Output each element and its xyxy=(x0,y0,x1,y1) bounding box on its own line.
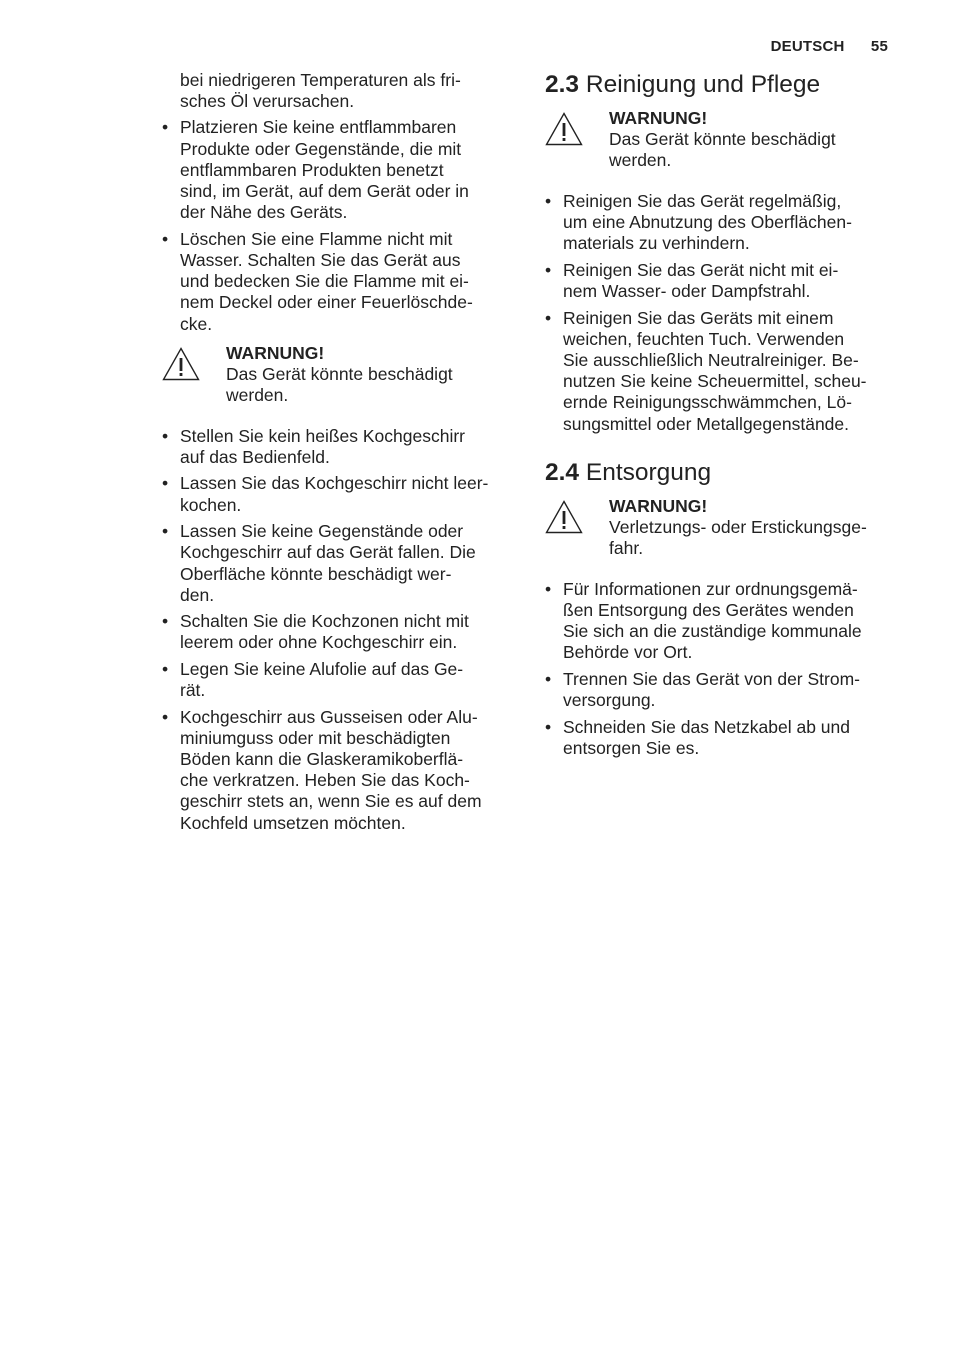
text-line: • Reinigen Sie das Geräts mit einem xyxy=(563,307,834,328)
text-line: entflammbaren Produkten benetzt xyxy=(180,159,444,180)
bullet-list-cookware xyxy=(162,426,514,834)
text-line: weichen, feuchten Tuch. Verwenden xyxy=(563,328,845,349)
bullet-list-disposal xyxy=(545,579,895,759)
text-line: rät. xyxy=(180,680,206,701)
list-item xyxy=(162,229,514,335)
list-item xyxy=(545,308,895,435)
text-line: Kochgeschirr auf das Gerät fallen. Die xyxy=(180,542,476,563)
list-item xyxy=(545,669,895,711)
warning-triangle-icon xyxy=(545,112,583,146)
text-line: und bedecken Sie die Flamme mit ei- xyxy=(180,271,469,292)
warning-text: werden. xyxy=(609,150,672,171)
text-line: der Nähe des Geräts. xyxy=(180,202,348,223)
section-title: Reinigung und Pflege xyxy=(585,71,821,98)
text-line: entsorgen Sie es. xyxy=(563,737,700,758)
text-line: • Trennen Sie das Gerät von der Strom- xyxy=(563,668,860,689)
text-line: leerem oder ohne Kochgeschirr ein. xyxy=(180,632,458,653)
warning-text: Das Gerät könnte beschädigt xyxy=(609,129,836,150)
text-line: Böden kann die Glaskeramikoberflä- xyxy=(180,749,464,770)
text-line: nem Deckel oder einer Feuerlöschde- xyxy=(180,292,473,313)
text-line: versorgung. xyxy=(563,690,656,711)
warning-text: fahr. xyxy=(609,538,644,559)
text-line: den. xyxy=(180,584,215,605)
list-item xyxy=(162,521,514,606)
text-line: ßen Entsorgung des Gerätes wenden xyxy=(563,600,854,621)
text-line: kochen. xyxy=(180,494,242,515)
text-line: Produkte oder Gegenstände, die mit xyxy=(180,138,462,159)
list-item xyxy=(162,707,514,834)
text-line: sungsmittel oder Metallgegenstände. xyxy=(563,413,850,434)
warning-title: WARNUNG! xyxy=(609,495,708,516)
left-column xyxy=(162,70,514,839)
list-item xyxy=(162,426,514,468)
list-item xyxy=(162,473,514,515)
text-line: • Schneiden Sie das Netzkabel ab und xyxy=(563,716,851,737)
text-line: • Platzieren Sie keine entflammbaren xyxy=(180,117,457,138)
page-number: 55 xyxy=(870,38,888,55)
warning-box xyxy=(162,343,514,407)
text-line: • Für Informationen zur ordnungsgemä- xyxy=(563,578,858,599)
text-line: Sie sich an die zuständige kommunale xyxy=(563,621,862,642)
text-line: • Reinigen Sie das Gerät regelmäßig, xyxy=(563,191,842,211)
text-line: miniumguss oder mit beschädigten xyxy=(180,727,451,748)
warning-text: Verletzungs- oder Erstickungsge- xyxy=(609,517,867,538)
bullet-list-cleaning xyxy=(545,191,895,435)
text-line: Sie ausschließlich Neutralreiniger. Be- xyxy=(563,350,859,371)
bullet-list-fire xyxy=(162,117,514,334)
text-line: • Stellen Sie kein heißes Kochgeschirr xyxy=(180,425,466,446)
right-column xyxy=(545,70,895,764)
text-line: Behörde vor Ort. xyxy=(563,642,693,663)
warning-box xyxy=(545,496,895,560)
section-title: Entsorgung xyxy=(585,458,712,486)
warning-text: Das Gerät könnte beschädigt xyxy=(226,363,453,384)
text-line: Kochfeld umsetzen möchten. xyxy=(180,812,406,833)
page-header xyxy=(771,38,888,55)
section-label: DEUTSCH xyxy=(770,38,845,55)
warning-box xyxy=(545,108,895,172)
text-line: nem Wasser- oder Dampfstrahl. xyxy=(563,281,811,302)
text-line: sind, im Gerät, auf dem Gerät oder in xyxy=(180,181,469,202)
warning-title: WARNUNG! xyxy=(609,108,708,128)
list-item xyxy=(545,191,895,255)
section-number: 2.4 xyxy=(545,458,580,486)
text-line: bei niedrigeren Temperaturen als fri- xyxy=(180,70,461,90)
text-line: • Kochgeschirr aus Gusseisen oder Alu- xyxy=(180,706,478,727)
list-item xyxy=(162,659,514,701)
list-item xyxy=(545,260,895,302)
section-heading-cleaning xyxy=(545,70,895,100)
text-line: nutzen Sie keine Scheuermittel, scheu- xyxy=(563,371,867,392)
text-line: auf das Bedienfeld. xyxy=(180,446,330,467)
text-line: cke. xyxy=(180,313,213,334)
list-item xyxy=(162,611,514,653)
list-item xyxy=(545,717,895,759)
text-line: • Legen Sie keine Alufolie auf das Ge- xyxy=(180,658,464,679)
warning-triangle-icon xyxy=(545,500,583,534)
text-line: che verkratzen. Heben Sie das Koch- xyxy=(180,770,470,791)
section-number: 2.3 xyxy=(545,71,580,98)
text-line: materials zu verhindern. xyxy=(563,233,750,254)
text-line: geschirr stets an, wenn Sie es auf dem xyxy=(180,791,482,812)
text-line: ernde Reinigungsschwämmchen, Lö- xyxy=(563,392,852,413)
warning-triangle-icon xyxy=(162,347,200,381)
warning-title: WARNUNG! xyxy=(226,342,325,363)
text-line: • Reinigen Sie das Gerät nicht mit ei- xyxy=(563,259,839,280)
text-line: • Löschen Sie eine Flamme nicht mit xyxy=(180,228,453,249)
text-line: • Lassen Sie keine Gegenstände oder xyxy=(180,521,464,542)
text-line: • Schalten Sie die Kochzonen nicht mit xyxy=(180,611,469,632)
text-line: um eine Abnutzung des Oberflächen- xyxy=(563,212,852,233)
warning-text: werden. xyxy=(226,385,289,406)
text-line: Oberfläche könnte beschädigt wer- xyxy=(180,563,452,584)
text-line: sches Öl verursachen. xyxy=(180,91,355,112)
list-item xyxy=(545,579,895,664)
section-heading-disposal xyxy=(545,458,895,488)
continued-paragraph xyxy=(162,70,514,112)
text-line: Wasser. Schalten Sie das Gerät aus xyxy=(180,249,461,270)
list-item xyxy=(162,117,514,223)
text-line: • Lassen Sie das Kochgeschirr nicht leer- xyxy=(180,473,489,494)
